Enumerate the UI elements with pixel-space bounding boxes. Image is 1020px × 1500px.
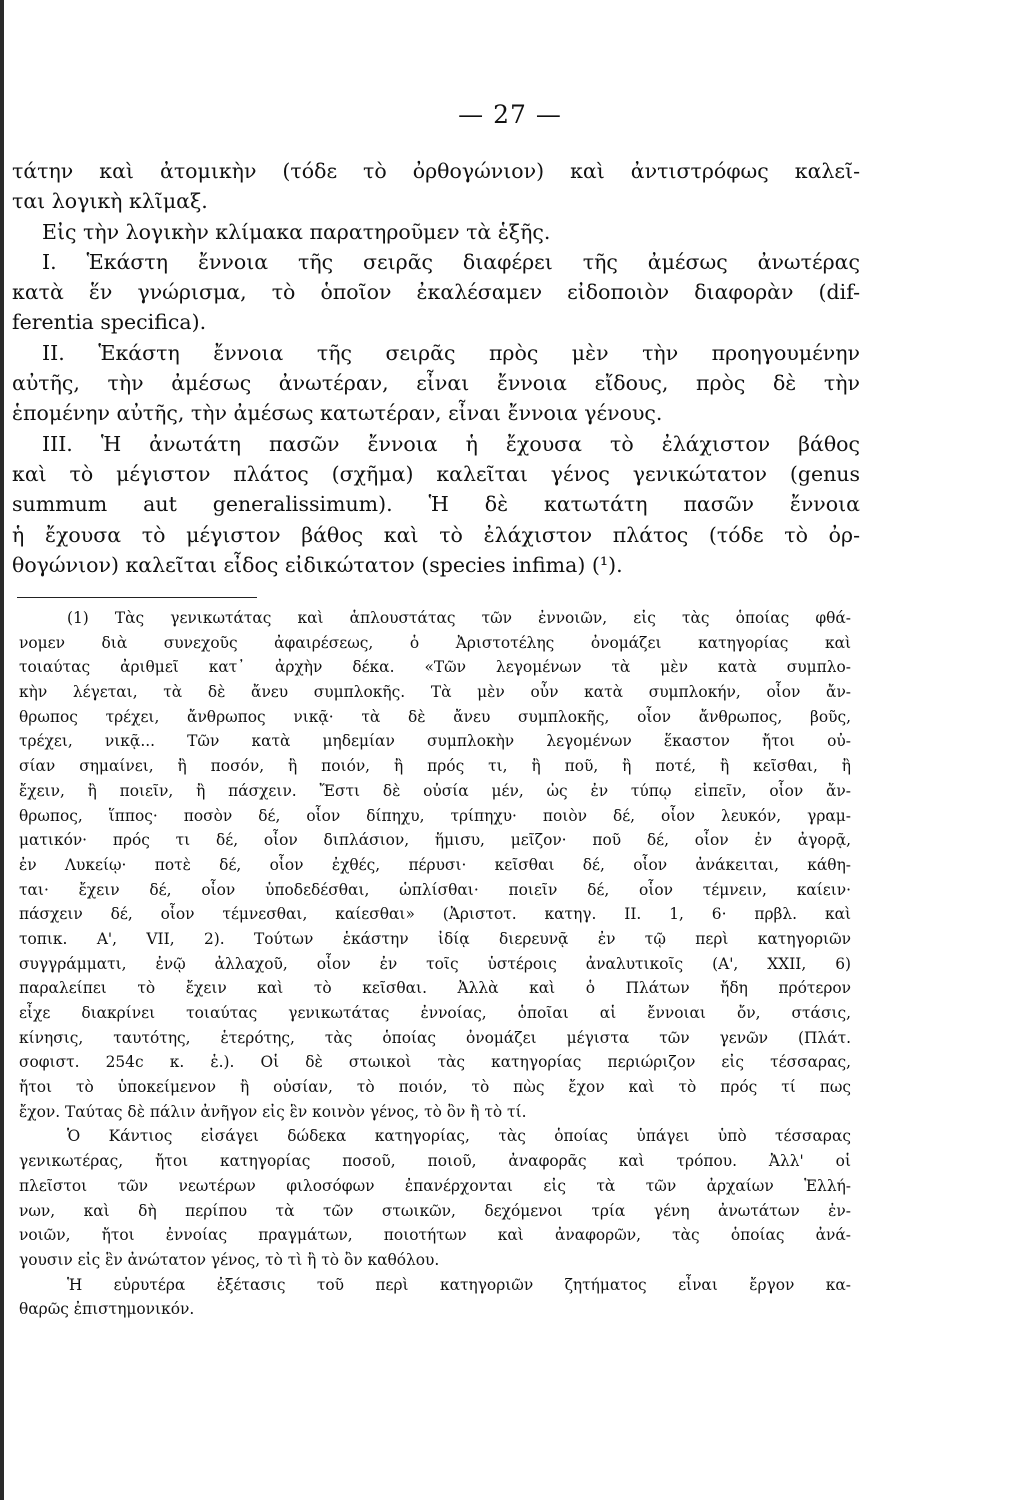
main-line: τάτην καὶ ἀτομικὴν (τόδε τὸ ὀρθογώνιον) καὶ ἀντιστρόφως καλεῖ- [12, 159, 860, 183]
main-line: ται λογικὴ κλῖμαξ. [12, 189, 208, 214]
main-line: Εἰς τὴν λογικὴν κλίμακα παρατηροῦμεν τὰ ἑξῆς. [42, 219, 551, 244]
main-line: καὶ τὸ μέγιστον πλάτος (σχῆμα) καλεῖται γένος γενικώτατον (genus [12, 461, 860, 486]
footnote [19, 606, 851, 1322]
footnote-line: σίαν σημαίνει, ἢ ποσόν, ἢ ποιόν, ἢ πρός τι, ἢ ποῦ, ἢ ποτέ, ἢ κεῖσθαι, ἢ [19, 757, 851, 776]
footnote-rule [17, 597, 257, 598]
footnote-line: θρωπος τρέχει, ἄνθρωπος νικᾷ· τὰ δὲ ἄνευ συμπλοκῆς, οἷον ἄνθρωπος, βοῦς, [19, 707, 851, 726]
main-line: I. Ἑκάστη ἔννοια τῆς σειρᾶς διαφέρει τῆς ἀμέσως ἀνωτέρας [42, 249, 860, 274]
footnote-line: Ὁ Κάντιος εἰσάγει δώδεκα κατηγορίας, τὰς ὁποίας ὑπάγει ὑπὸ τέσσαρας [67, 1127, 851, 1146]
main-line: II. Ἑκάστη ἔννοια τῆς σειρᾶς πρὸς μὲν τὴν προηγουμένην [42, 340, 860, 365]
footnote-line: σοφιστ. 254c κ. ἑ.). Οἱ δὲ στωικοὶ τὰς κατηγορίας περιώριζον εἰς τέσσαρας, [19, 1053, 851, 1072]
footnote-line: Ἡ εὐρυτέρα ἐξέτασις τοῦ περὶ κατηγοριῶν ζητήματος εἶναι ἔργον κα- [67, 1275, 851, 1294]
footnote-line: κίνησις, ταυτότης, ἑτερότης, τὰς ὁποίας ὀνομάζει μέγιστα τῶν γενῶν (Πλάτ. [19, 1028, 851, 1047]
main-line: κατὰ ἕν γνώρισμα, τὸ ὁποῖον ἐκαλέσαμεν εἰδοποιὸν διαφορὰν (dif- [12, 280, 860, 305]
footnote-line: γενικωτέρας, ἤτοι κατηγορίας ποσοῦ, ποιοῦ, ἀναφορᾶς καὶ τρόπου. Ἀλλ' οἱ [19, 1152, 851, 1171]
footnote-line: πάσχειν δέ, οἷον τέμνεσθαι, καίεσθαι» (Ἀριστοτ. κατηγ. II. 1, 6· πρβλ. καὶ [19, 905, 851, 924]
footnote-line: (1) Τὰς γενικωτάτας καὶ ἁπλουστάτας τῶν ἐννοιῶν, εἰς τὰς ὁποίας φθά- [67, 609, 851, 627]
footnote-line: θρωπος, ἵππος· ποσὸν δέ, οἷον δίπηχυ, τρίπηχυ· ποιὸν δέ, οἷον λευκόν, γραμ- [19, 806, 851, 825]
footnote-line: νων, καὶ δὴ περίπου τὰ τῶν στωικῶν, δεχόμενοι τρία γένη ἀνωτάτων ἐν- [19, 1201, 851, 1220]
main-line: ferentia specifica). [12, 310, 207, 335]
footnote-line: τρέχει, νικᾷ... Τῶν κατὰ μηδεμίαν συμπλοκὴν λεγομένων ἕκαστον ἤτοι οὐ- [19, 732, 851, 751]
main-text [12, 156, 860, 580]
main-line: θογώνιον) καλεῖται εἶδος εἰδικώτατον (species infima) (¹). [12, 552, 623, 577]
footnote-line: γουσιν εἰς ἓν ἀνώτατον γένος, τὸ τὶ ἢ τὸ ὂν καθόλου. [19, 1250, 440, 1269]
footnote-line: τοιαύτας ἀριθμεῖ κατ᾽ ἀρχὴν δέκα. «Τῶν λεγομένων τὰ μὲν κατὰ συμπλο- [19, 658, 851, 677]
footnote-line: παραλείπει τὸ ἔχειν καὶ τὸ κεῖσθαι. Ἀλλὰ καὶ ὁ Πλάτων ἤδη πρότερον [19, 979, 851, 998]
footnote-line: νομεν διὰ συνεχοῦς ἀφαιρέσεως, ὁ Ἀριστοτέλης ὀνομάζει κατηγορίας καὶ [19, 633, 851, 652]
main-line: summum aut generalissimum). Ἡ δὲ κατωτάτη πασῶν ἔννοια [12, 492, 860, 517]
footnote-line: συγγράμματι, ἐνῷ ἀλλαχοῦ, οἷον ἐν τοῖς ὑστέροις ἀναλυτικοῖς (Α', XXII, 6) [19, 954, 851, 973]
footnote-line: θαρῶς ἐπιστημονικόν. [19, 1300, 195, 1319]
main-line: αὐτῆς, τὴν ἀμέσως ἀνωτέραν, εἶναι ἔννοια εἴδους, πρὸς δὲ τὴν [12, 371, 860, 396]
footnote-line: ἤτοι τὸ ὑποκείμενον ἢ οὐσίαν, τὸ ποιόν, τὸ πὼς ἔχον καὶ τὸ πρός τί πως [19, 1078, 851, 1097]
footnote-line: ἔχον. Ταύτας δὲ πάλιν ἀνῆγον εἰς ἓν κοινὸν γένος, τὸ ὂν ἢ τὸ τί. [19, 1102, 527, 1121]
footnote-line: τοπικ. Α', VII, 2). Τούτων ἑκάστην ἰδίᾳ διερευνᾷ ἐν τῷ περὶ κατηγοριῶν [19, 929, 851, 948]
footnote-line: νοιῶν, ἤτοι ἐννοίας πραγμάτων, ποιοτήτων καὶ ἀναφορῶν, τὰς ὁποίας ἀνά- [19, 1226, 851, 1245]
footnote-line: ἐν Λυκείῳ· ποτὲ δέ, οἷον ἐχθές, πέρυσι· κεῖσθαι δέ, οἷον ἀνάκειται, κάθη- [19, 855, 851, 874]
page-number: — 27 — [458, 100, 562, 129]
page-edge [0, 0, 4, 1500]
main-line: ἡ ἔχουσα τὸ μέγιστον βάθος καὶ τὸ ἐλάχιστον πλάτος (τόδε τὸ ὀρ- [12, 522, 860, 547]
main-line: III. Ἡ ἀνωτάτη πασῶν ἔννοια ἡ ἔχουσα τὸ ἐλάχιστον βάθος [42, 431, 860, 456]
footnote-line: πλεῖστοι τῶν νεωτέρων φιλοσόφων ἐπανέρχονται εἰς τὰ τῶν ἀρχαίων Ἑλλή- [19, 1176, 851, 1195]
footnote-line: ματικόν· πρός τι δέ, οἷον διπλάσιον, ἥμισυ, μεῖζον· ποῦ δέ, οἷον ἐν ἀγορᾷ, [19, 831, 851, 850]
footnote-line: εἶχε διακρίνει τοιαύτας γενικωτάτας ἐννοίας, ὁποῖαι αἱ ἔννοιαι ὄν, στάσις, [19, 1004, 851, 1022]
footnote-line: ται· ἔχειν δέ, οἷον ὑποδεδέσθαι, ὡπλίσθαι· ποιεῖν δέ, οἷον τέμνειν, καίειν· [19, 880, 851, 899]
footnote-line: ἔχειν, ἢ ποιεῖν, ἢ πάσχειν. Ἔστι δὲ οὐσία μέν, ὡς ἐν τύπῳ εἰπεῖν, οἷον ἄν- [19, 781, 851, 800]
footnote-line: κὴν λέγεται, τὰ δὲ ἄνευ συμπλοκῆς. Τὰ μὲν οὖν κατὰ συμπλοκήν, οἷον ἄν- [19, 683, 851, 702]
main-line: ἑπομένην αὐτῆς, τὴν ἀμέσως κατωτέραν, εἶναι ἔννοια γένους. [12, 401, 663, 426]
